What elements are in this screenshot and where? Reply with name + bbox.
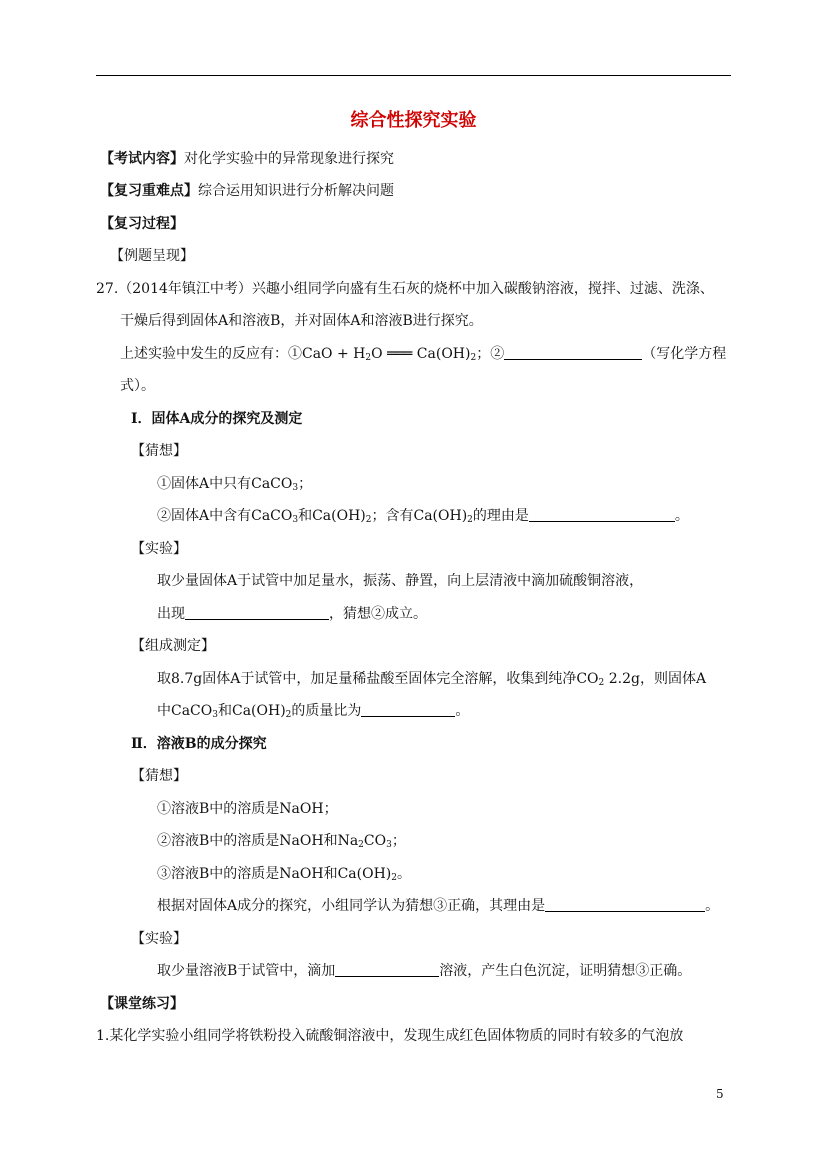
key-points-text: 综合运用知识进行分析解决问题 (198, 183, 394, 199)
practice-label: 【课堂练习】 (100, 996, 184, 1012)
guess2-text-a: ②固体A中含有CaCO (157, 508, 293, 524)
p2-exp-text-a: 取少量溶液B于试管中，滴加 (157, 963, 336, 979)
q27-line3: 上述实验中发生的反应有：①CaO + $H_2O$ ═══ $Ca(OH)_2$；② （写化学方程 (120, 346, 727, 363)
practice-heading (100, 995, 184, 1013)
part1-guess2: ②固体A中含有CaCO$_3$和$Ca(OH)_2$；含有$Ca(OH)_2$的理由是 。 (157, 508, 689, 525)
q27-line2: 干燥后得到固体A和溶液B，并对固体A和溶液B进行探究。 (120, 313, 483, 329)
part2-guess1: ①溶液B中的溶质是NaOH； (157, 801, 338, 817)
part2-heading (131, 735, 267, 753)
exp2-text-a: 出现 (157, 606, 185, 622)
reaction-2-hint: （写化学方程 (642, 346, 727, 362)
guess2-text-c: ；含有Ca(OH) (371, 508, 468, 524)
p2-reason-text: 根据对固体A成分的探究，小组同学认为猜想③正确，其理由是 (157, 898, 546, 914)
part2-guess3: ③溶液B中的溶质是NaOH和$Ca(OH)_2$。 (157, 866, 411, 883)
guess1-text: ①固体A中只有CaCO (157, 476, 293, 492)
exam-content-line (100, 150, 394, 168)
guess2-reason-blank[interactable] (529, 507, 675, 522)
reaction-2-blank[interactable] (504, 345, 642, 360)
guess2-text-b: 和Ca(OH) (298, 508, 366, 524)
part1-heading-text: Ⅰ．固体A成分的探究及测定 (131, 411, 303, 427)
reagent-blank[interactable] (335, 962, 439, 977)
measure1-text-b: 2.2g，则固体A (604, 671, 707, 687)
reason-blank[interactable] (545, 897, 705, 912)
reaction-2-marker: ；② (476, 346, 505, 362)
part2-reason: 根据对固体A成分的探究，小组同学认为猜想③正确，其理由是 。 (157, 898, 720, 914)
mass-ratio-blank[interactable] (361, 702, 455, 717)
measure2-text-c: 的质量比为 (291, 703, 362, 719)
part1-exp-label: 【实验】 (131, 541, 187, 557)
process-label: 【复习过程】 (100, 216, 184, 232)
part1-measure-label: 【组成测定】 (131, 638, 215, 654)
practice-q1: 1.某化学实验小组同学将铁粉投入硫酸铜溶液中，发现生成红色固体物质的同时有较多的气泡放 (96, 1028, 684, 1044)
key-points-line (100, 182, 394, 200)
part2-guess-label: 【猜想】 (131, 768, 187, 784)
part1-measure2: 中CaCO$_3$和$Ca(OH)_2$的质量比为 。 (157, 703, 470, 720)
process-heading (100, 215, 184, 233)
p2-guess2-text-b: CO (363, 833, 387, 849)
exp2-text-b: ，猜想②成立。 (329, 606, 427, 622)
part1-guess1: ①固体A中只有CaCO$_3$； (157, 476, 313, 493)
part1-guess-label: 【猜想】 (131, 443, 187, 459)
measure2-text-a: 中CaCO (157, 703, 213, 719)
exam-content-text: 对化学实验中的异常现象进行探究 (184, 151, 394, 167)
key-points-label: 【复习重难点】 (100, 183, 198, 199)
part1-exp1: 取少量固体A于试管中加足量水，振荡、静置，向上层清液中滴加硫酸铜溶液， (157, 573, 644, 589)
exam-content-label: 【考试内容】 (100, 151, 184, 167)
part2-exp-label: 【实验】 (131, 931, 187, 947)
example-heading: 【例题呈现】 (110, 248, 194, 264)
q27-line4: 式）。 (120, 378, 155, 394)
p2-exp-text-b: 溶液，产生白色沉淀，证明猜想③正确。 (439, 963, 692, 979)
q27-line1: 27.（2014年镇江中考）兴趣小组同学向盛有生石灰的烧杯中加入碳酸钠溶液，搅拌、过滤、洗涤、 (96, 281, 714, 297)
page-number: 5 (716, 1087, 724, 1101)
p2-guess2-text-a: ②溶液B中的溶质是NaOH和Na (157, 833, 359, 849)
reaction-1-product: ═══ Ca(OH) (387, 346, 471, 362)
p2-guess3-text: ③溶液B中的溶质是NaOH和Ca(OH) (157, 866, 392, 882)
reaction-1-part-b: O (371, 346, 383, 362)
page-title: 综合性探究实验 (350, 110, 477, 131)
measure1-text-a: 取8.7g固体A于试管中，加足量稀盐酸至固体完全溶解，收集到纯净CO (157, 671, 599, 687)
part1-exp2 (157, 605, 427, 623)
part2-exp (157, 962, 691, 980)
part1-measure1: 取8.7g固体A于试管中，加足量稀盐酸至固体完全溶解，收集到纯净$CO_2$ 2.2g，则固体A (157, 671, 707, 688)
reaction-1-part-a: 上述实验中发生的反应有：①CaO + H (120, 346, 366, 362)
part1-heading (131, 410, 302, 428)
measure2-text-b: 和Ca(OH) (217, 703, 286, 719)
guess2-text-d: 的理由是 (472, 508, 529, 524)
header-rule (96, 75, 731, 76)
part2-heading-text: Ⅱ．溶液B的成分探究 (131, 736, 267, 752)
phenomenon-blank[interactable] (185, 605, 329, 620)
part2-guess2: ②溶液B中的溶质是NaOH和$Na_2CO_3$； (157, 833, 406, 850)
